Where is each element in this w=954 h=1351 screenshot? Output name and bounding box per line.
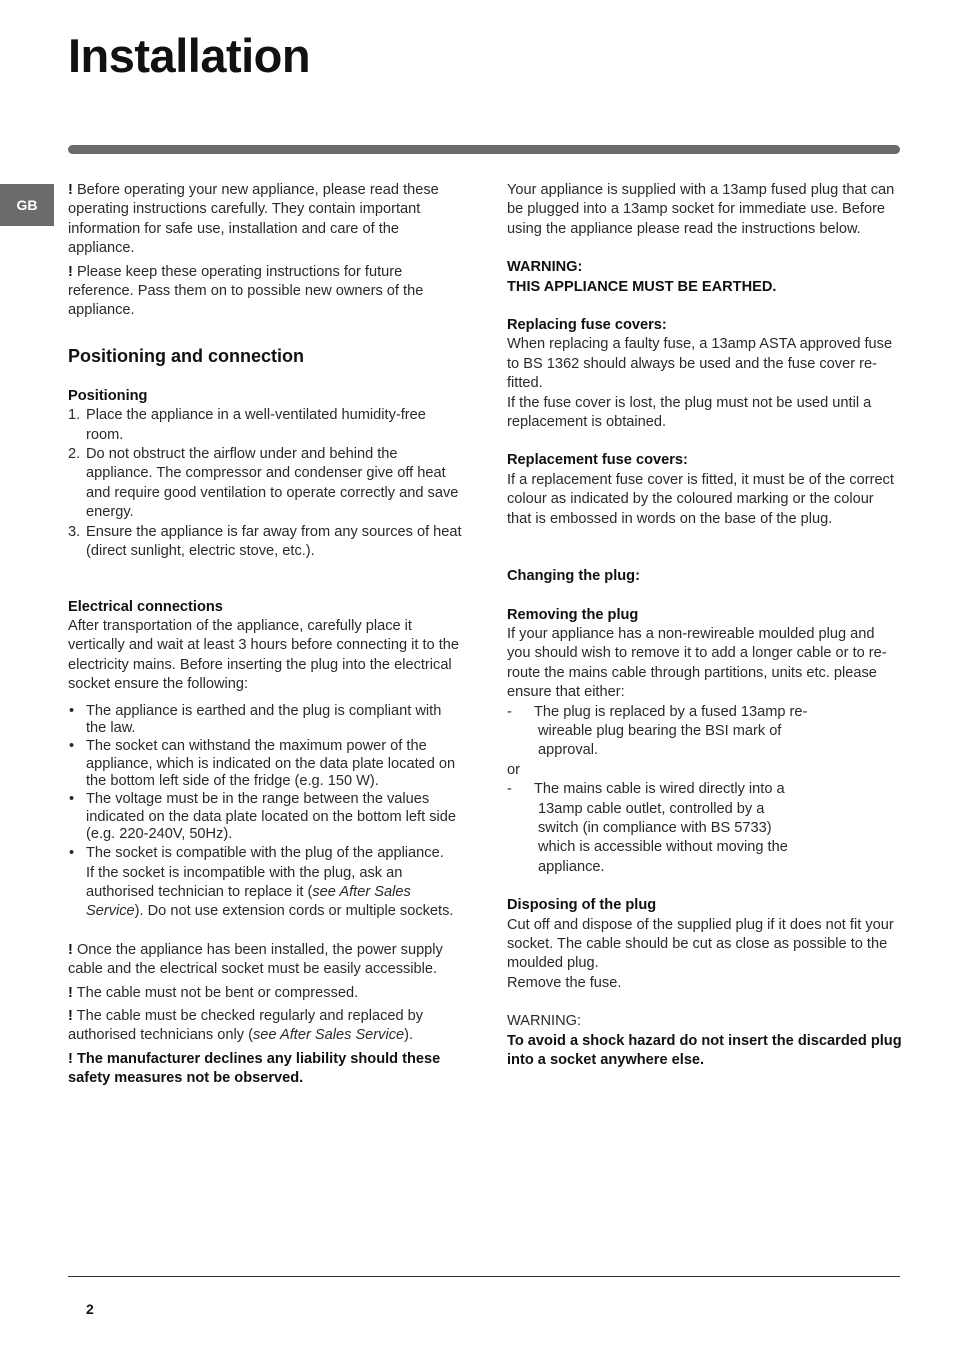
list-item: - The mains cable is wired directly into a 13amp cable outlet, controlled by a switch (in compliance with BS 5733) which is accessible without moving the appliance. [507,781,788,875]
warning-earthed: THIS APPLIANCE MUST BE EARTHED. [507,278,777,295]
language-tab: GB [0,184,54,226]
right-column [507,181,902,1070]
safety-note-1: ! Once the appliance has been installed, the power supply cable and the electrical socket must be easily accessible. [68,941,443,978]
warning-mark-icon: ! [68,1050,73,1067]
list-item: • The appliance is earthed and the plug is compliant with the law. [69,702,442,737]
bullet-icon: • [69,845,75,862]
electrical-intro: After transportation of the appliance, carefully place it vertically and wait at least 3 hours before connecting it to the electricity mains. Before inserting the plug into the electrical socket ensure the following: [68,617,460,693]
bullet-icon: • [69,791,75,808]
intro-note-1: ! Before operating your new appliance, please read these operating instructions carefully. They contain important information for safe use, installation and care of the appliance. [68,182,439,257]
subheading-replacing-fuse-covers: Replacing fuse covers: [507,317,667,334]
page-title: Installation [68,29,311,82]
bullet-icon: • [69,737,75,754]
list-item: 2. Do not obstruct the airflow under and behind the appliance. The compressor and condenser give off heat and require good ventilation to operate correctly and save energy. [68,446,459,521]
removing-text: If your appliance has a non-rewireable moulded plug and you should wish to remove it to add a longer cable or to re-route the mains cable through partitions, units etc. please ensure that either: [507,625,887,701]
dash-icon: - [507,781,512,798]
subheading-disposing-plug: Disposing of the plug [507,897,657,914]
list-item: • The socket can withstand the maximum power of the appliance, which is indicated on the data plate located on the bottom left side of the fridge (e.g. 150 W). [69,737,456,790]
replacing-text-2: If the fuse cover is lost, the plug must not be used until a replacement is obtained. [507,394,872,431]
list-item: • The socket is compatible with the plug of the appliance. If the socket is incompatible with the plug, ask an authorised technician to replace it (see After Sales Service). Do not use extension cords or multiple sockets. [69,845,454,920]
subheading-replacement-fuse-covers: Replacement fuse covers: [507,452,688,469]
title-divider [68,145,900,154]
left-column [68,181,463,1089]
warning-heading: WARNING: [507,259,583,276]
warning-mark-icon: ! [68,1008,73,1024]
subheading-positioning: Positioning [68,387,148,404]
replacement-text: If a replacement fuse cover is fitted, it must be of the correct colour as indicated by the coloured marking or the colour that is embossed in words on the base of the plug. [507,471,894,527]
subheading-changing-plug: Changing the plug: [507,568,640,585]
liability-note: ! The manufacturer declines any liability should these safety measures not be observed. [68,1050,441,1087]
page-number: 2 [86,1301,94,1317]
replacing-text: When replacing a faulty fuse, a 13amp ASTA approved fuse to BS 1362 should always be used and the fuse cover re-fitted. [507,336,893,392]
electrical-checklist [68,703,463,922]
warning-2-heading: WARNING: [507,1013,582,1030]
disposing-text: Cut off and dispose of the supplied plug if it does not fit your socket. The cable should be cut as close as possible to the moulded plug. [507,916,894,972]
dash-icon: - [507,703,512,720]
subheading-electrical-connections: Electrical connections [68,598,223,615]
shock-hazard-warning: To avoid a shock hazard do not insert the discarded plug into a socket anywhere else. [507,1032,902,1069]
section-heading-positioning-connection: Positioning and connection [68,345,304,366]
intro-note-2: ! Please keep these operating instructions for future reference. Pass them on to possible new owners of the appliance. [68,263,424,319]
or-text: or [507,761,520,778]
warning-mark-icon: ! [68,984,73,1001]
remove-fuse-text: Remove the fuse. [507,974,622,991]
safety-note-3: ! The cable must be checked regularly and replaced by authorised technicians only (see After Sales Service). [68,1008,424,1044]
subheading-removing-plug: Removing the plug [507,606,639,623]
safety-note-2: ! The cable must not be bent or compressed. [68,984,359,1001]
bullet-icon: • [69,702,75,719]
warning-mark-icon: ! [68,941,73,958]
warning-mark-icon: ! [68,263,73,280]
list-item: 3. Ensure the appliance is far away from any sources of heat (direct sunlight, electric stove, etc.). [68,523,462,560]
list-item: • The voltage must be in the range between the values indicated on the data plate located on the bottom left side (e.g. 220-240V, 50Hz). [69,791,456,843]
warning-mark-icon: ! [68,182,73,198]
positioning-list [68,406,463,561]
plug-intro: Your appliance is supplied with a 13amp fused plug that can be plugged into a 13amp socket for immediate use. Before using the appliance please read the instructions below. [507,182,895,237]
list-item: - The plug is replaced by a fused 13amp re- wireable plug bearing the BSI mark of approval. [507,703,808,759]
list-item: 1. Place the appliance in a well-ventilated humidity-free room. [68,407,426,443]
footer-divider [68,1276,900,1277]
